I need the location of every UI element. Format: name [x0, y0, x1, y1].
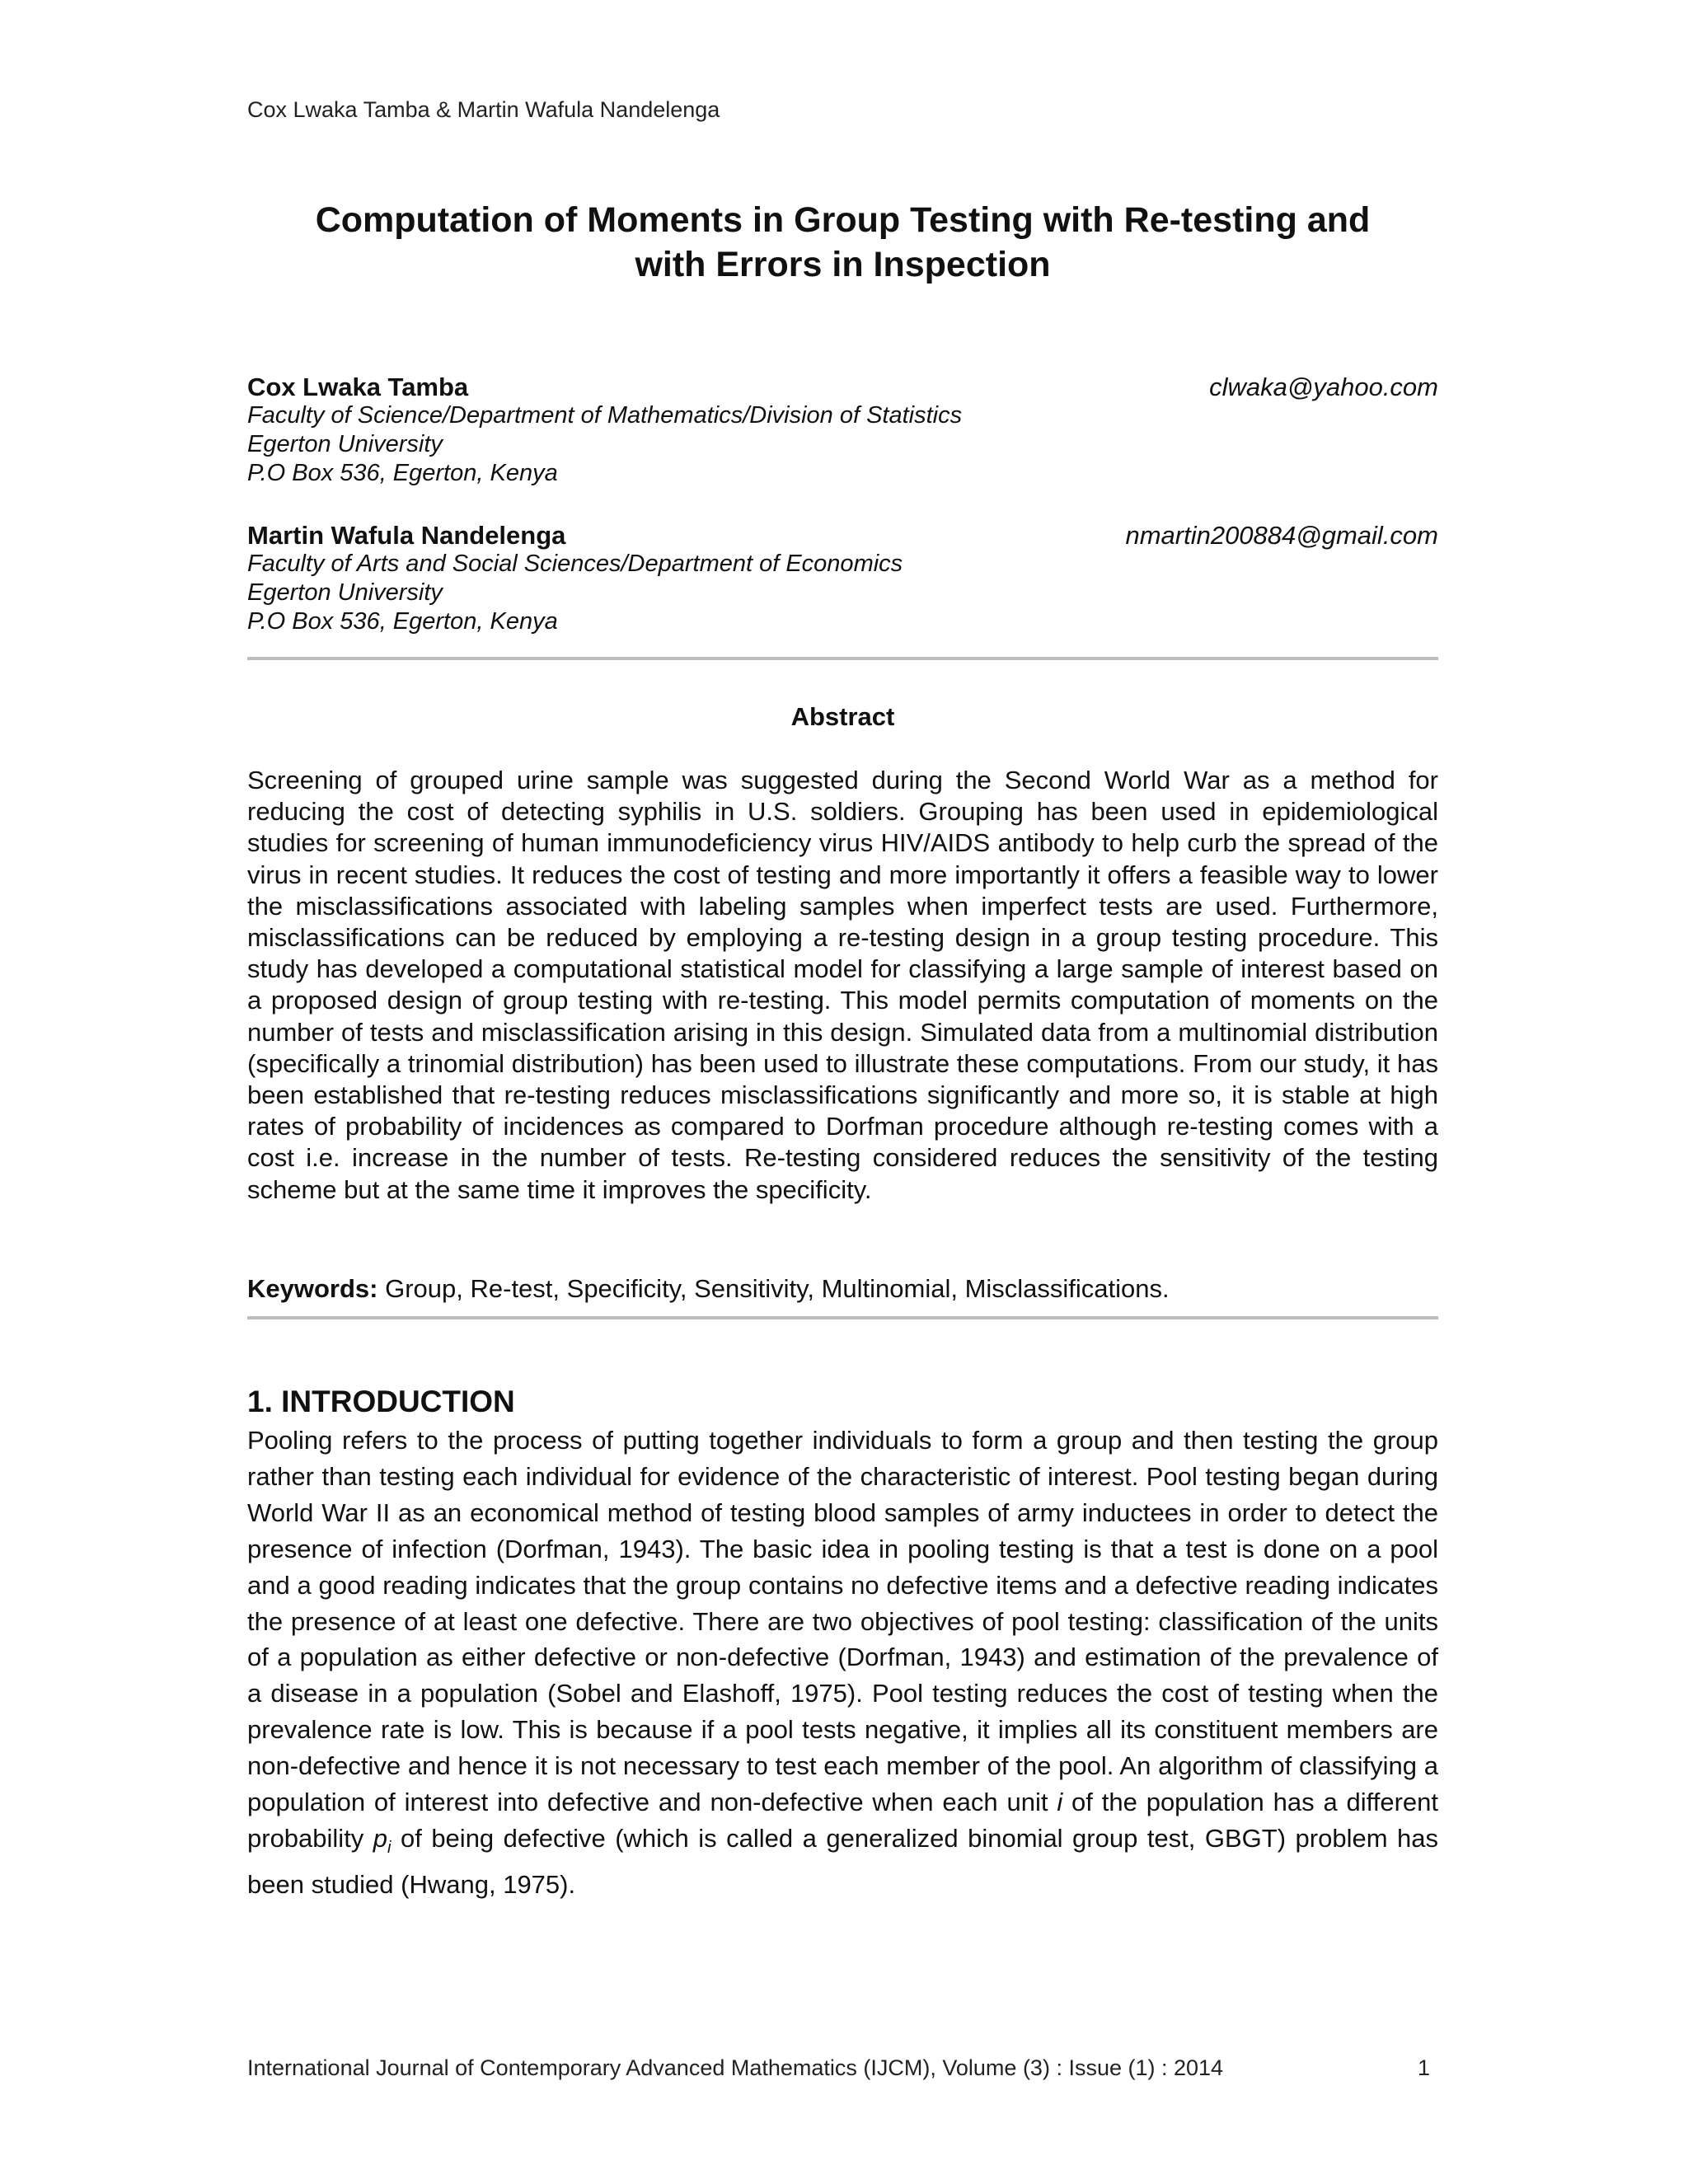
intro-text-part: of the population has a different probability	[247, 1788, 1438, 1853]
intro-text-part: of being defective (which is called a generalized binomial group test, GBGT) problem has been studied (Hwang, 1975).	[247, 1823, 1438, 1900]
author-row-2	[247, 521, 1438, 550]
author-name: Cox Lwaka Tamba	[247, 373, 469, 401]
page-footer	[247, 2055, 1438, 2081]
intro-paragraph	[247, 1422, 1438, 1903]
variable-p: p	[373, 1823, 388, 1853]
intro-text-part: Pooling refers to the process of putting together individuals to form a group and then testing the group rather than testing each individual for evidence of the characteristic of interest. Pool testing began during World War II as an economical method of testing blood samples of army inductees in order to detect the presence of infection (Dorfman, 1943). The basic idea in pooling testing is that a test is done on a pool and a good reading indicates that the group contains no defective items and a defective reading indicates the presence of at least one defective. There are two objectives of pool testing: classification of the units of a population as either defective or non-defective (Dorfman, 1943) and estimation of the prevalence of a disease in a population (Sobel and Elashoff, 1975). Pool testing reduces the cost of testing when the prevalence rate is low. This is because if a pool tests negative, it implies all its constituent members are non-defective and hence it is not necessary to test each member of the pool. An algorithm of classifying a population of interest into defective and non-defective when each unit	[247, 1426, 1438, 1817]
keywords	[247, 1273, 1438, 1305]
section-heading: 1. INTRODUCTION	[247, 1385, 515, 1418]
author-block-2	[247, 521, 1438, 636]
divider-rule	[247, 1316, 1438, 1319]
author-row-1	[247, 373, 1438, 401]
author-name: Martin Wafula Nandelenga	[247, 521, 566, 550]
variable-subscript: i	[387, 1839, 392, 1858]
running-head: Cox Lwaka Tamba & Martin Wafula Nandelenga	[247, 97, 720, 122]
affiliation-line: Faculty of Science/Department of Mathematics/Division of Statistics	[247, 402, 963, 429]
title-line-2: with Errors in Inspection	[635, 245, 1051, 284]
affiliation-line: Faculty of Arts and Social Sciences/Department of Economics	[247, 551, 903, 577]
paper-title	[247, 198, 1438, 287]
title-line-1: Computation of Moments in Group Testing with Re-testing and	[315, 200, 1371, 240]
page-number: 1	[1417, 2055, 1430, 2080]
divider-rule	[247, 657, 1438, 660]
affiliation-line: P.O Box 536, Egerton, Kenya	[247, 460, 558, 486]
author-email[interactable]: nmartin200884@gmail.com	[1125, 521, 1438, 550]
author-block-1	[247, 373, 1438, 488]
keywords-list: Group, Re-test, Specificity, Sensitivity, Multinomial, Misclassifications.	[385, 1274, 1170, 1303]
footer-journal: International Journal of Contemporary Advanced Mathematics (IJCM), Volume (3) : Issue (1) : 2014	[247, 2055, 1224, 2080]
affiliation-line: P.O Box 536, Egerton, Kenya	[247, 608, 558, 635]
abstract-text: Screening of grouped urine sample was suggested during the Second World War as a method for reducing the cost of detecting syphilis in U.S. soldiers. Grouping has been used in epidemiological studies for screening of human immunodeficiency virus HIV/AIDS antibody to help curb the spread of the virus in recent studies. It reduces the cost of testing and more importantly it offers a feasible way to lower the misclassifications associated with labeling samples when imperfect tests are used. Furthermore, misclassifications can be reduced by employing a re-testing design in a group testing procedure. This study has developed a computational statistical model for classifying a large sample of interest based on a proposed design of group testing with re-testing. This model permits computation of moments on the number of tests and misclassification arising in this design. Simulated data from a multinomial distribution (specifically a trinomial distribution) has been used to illustrate these computations. From our study, it has been established that re-testing reduces misclassifications significantly and more so, it is stable at high rates of probability of incidences as compared to Dorfman procedure although re-testing comes with a cost i.e. increase in the number of tests. Re-testing considered reduces the sensitivity of the testing scheme but at the same time it improves the specificity.	[247, 766, 1438, 1204]
keywords-label: Keywords:	[247, 1274, 378, 1303]
affiliation-line: Egerton University	[247, 579, 443, 606]
author-email[interactable]: clwaka@yahoo.com	[1209, 373, 1438, 401]
variable-i: i	[1057, 1788, 1063, 1817]
affiliation-line: Egerton University	[247, 431, 443, 457]
abstract-heading: Abstract	[790, 702, 895, 731]
